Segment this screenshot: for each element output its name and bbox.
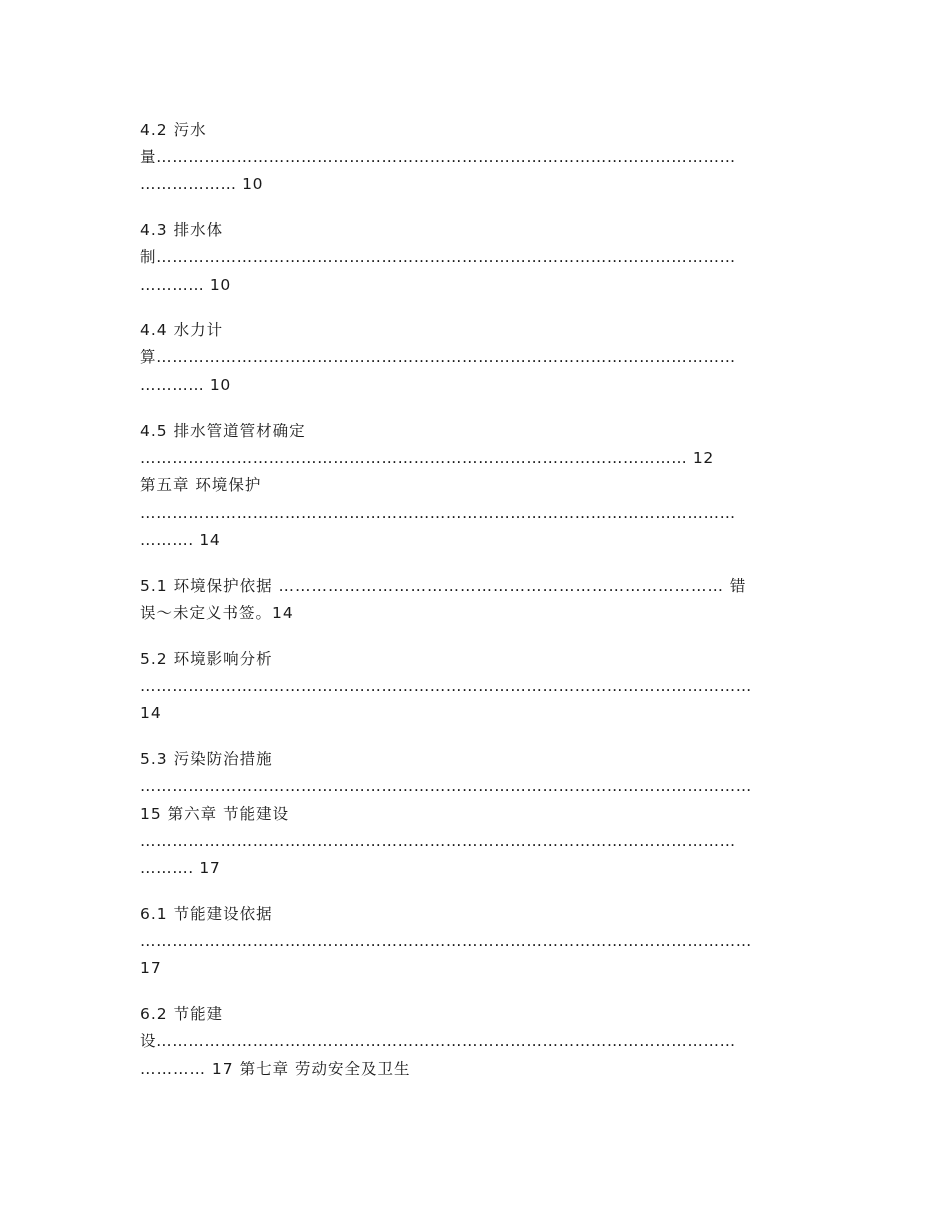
- toc-heading-4-4: 4.4 水力计: [140, 321, 224, 339]
- toc-heading-4-2: 4.2 污水: [140, 121, 207, 139]
- toc-leader-line: 算………………………………………………………………………………………………: [140, 348, 736, 366]
- toc-leader-line: 量………………………………………………………………………………………………: [140, 148, 736, 166]
- toc-heading-6-1: 6.1 节能建设依据: [140, 905, 273, 923]
- toc-heading-4-5: 4.5 排水管道管材确定: [140, 422, 306, 440]
- toc-page-number: ………. 14: [140, 531, 221, 549]
- toc-leader-line: ……………………………………………………………………………………………………: [140, 677, 752, 695]
- toc-leader-line: 制………………………………………………………………………………………………: [140, 248, 736, 266]
- toc-chapter-7: ………… 17 第七章 劳动安全及卫生: [140, 1060, 411, 1078]
- toc-heading-6-2: 6.2 节能建: [140, 1005, 224, 1023]
- toc-page-number: ……………… 10: [140, 175, 264, 193]
- toc-leader-line: …………………………………………………………………………………………………: [140, 832, 736, 850]
- toc-leader-line: ………………………………………………………………………………………… 12: [140, 449, 714, 467]
- toc-leader-line: …………………………………………………………………………………………………: [140, 504, 736, 522]
- toc-chapter-6: 15 第六章 节能建设: [140, 805, 290, 823]
- toc-page-number: ………. 17: [140, 859, 221, 877]
- toc-error-text: 误～未定义书签。14: [140, 604, 294, 622]
- toc-page-number: 17: [140, 959, 162, 977]
- toc-page-number: ………… 10: [140, 276, 231, 294]
- toc-heading-5-2: 5.2 环境影响分析: [140, 650, 273, 668]
- toc-leader-line: ……………………………………………………………………………………………………: [140, 777, 752, 795]
- toc-heading-5-1: 5.1 环境保护依据 ……………………………………………………………………… 错: [140, 577, 747, 595]
- toc-heading-4-3: 4.3 排水体: [140, 221, 224, 239]
- toc-heading-5-3: 5.3 污染防治措施: [140, 750, 273, 768]
- toc-page-number: ………… 10: [140, 376, 231, 394]
- toc-chapter-5: 第五章 环境保护: [140, 476, 262, 494]
- toc-page-number: 14: [140, 704, 162, 722]
- toc-leader-line: 设………………………………………………………………………………………………: [140, 1032, 736, 1050]
- toc-leader-line: ……………………………………………………………………………………………………: [140, 932, 752, 950]
